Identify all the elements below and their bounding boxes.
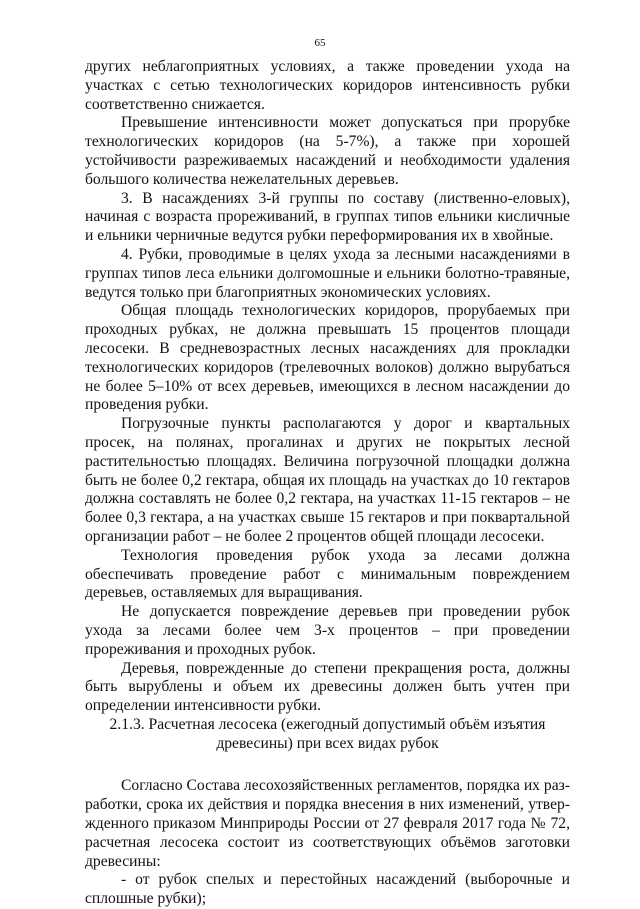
paragraph: Превышение интенсивности может допускаться при прорубке технологических коридоров (на 5-7%), а также при хорошей устойчивости разреживаемых насаждений и необходимости удаления большого количества нежелательных деревьев. — [85, 114, 570, 188]
section-heading-line: 2.1.3. Расчетная лесосека (ежегодный допустимый объём изъятия — [109, 715, 546, 733]
paragraph: Согласно Состава лесохозяйственных регламентов, порядка их разработки, срока их действия и порядка внесения в них изменений, утвержденного приказом Минприроды России от 27 февраля 2017 года № 72, расчетная лесосека состоит из соответствующих объёмов заготовки древесины: — [85, 777, 570, 870]
paragraph: Деревья, поврежденные до степени прекращения роста, должны быть вырублены и объем их древесины должен быть учтен при определении интенсивности рубки. — [85, 659, 570, 715]
paragraph: Общая площадь технологических коридоров, прорубаемых при проходных рубках, не должна превышать 15 процентов площади лесосеки. В средневозрастных лесных насаждениях для прокладки технологических коридоров (трелевочных волоков) должно вырубаться не более 5–10% от всех деревьев, имеющихся в лесном насаждении до проведения рубки. — [85, 302, 570, 414]
document-body — [85, 58, 570, 909]
section-heading-line: древесины) при всех видах рубок — [216, 734, 439, 752]
section-heading — [85, 716, 570, 754]
paragraph: Технология проведения рубок ухода за лесами должна обеспечивать проведение работ с минимальным повреждением деревьев, оставляемых для выращивания. — [85, 546, 570, 602]
paragraph: 3. В насаждениях 3-й группы по составу (лиственно-еловых), начиная с возраста прореживаний, в группах типов ельники кисличные и ельники черничные ведутся рубки переформирования их в хвойные. — [85, 189, 570, 245]
paragraph: других неблагоприятных условиях, а также проведении ухода на участках с сетью технологических коридоров интенсивность рубки соответственно снижается. — [85, 58, 570, 113]
paragraph: - от рубок спелых и перестойных насаждений (выборочные и сплошные рубки); — [85, 871, 570, 908]
paragraph: Не допускается повреждение деревьев при проведении рубок ухода за лесами более чем 3-х процентов – при проведении прореживания и проходных рубок. — [85, 603, 570, 658]
paragraph: Погрузочные пункты располагаются у дорог и квартальных просек, на полянах, прогалинах и других не покрытых лесной растительностью площадях. Величина погрузочной площадки должна быть не более 0,2 гектара, общая их площадь на участках до 10 гектаров должна составлять не более 0,2 гектара, на участках 11-15 гектаров – не более 0,3 гектара, а на участках свыше 15 гектаров и при поквартальной организации работ – не более 2 процентов общей площади лесосеки. — [85, 415, 570, 545]
page-number: 65 — [314, 37, 326, 49]
spacer — [85, 753, 570, 777]
paragraph: 4. Рубки, проводимые в целях ухода за лесными насаждениями в группах типов леса ельники долгомошные и ельники болотно-травяные, ведутся только при благоприятных экономических условиях. — [85, 245, 570, 301]
